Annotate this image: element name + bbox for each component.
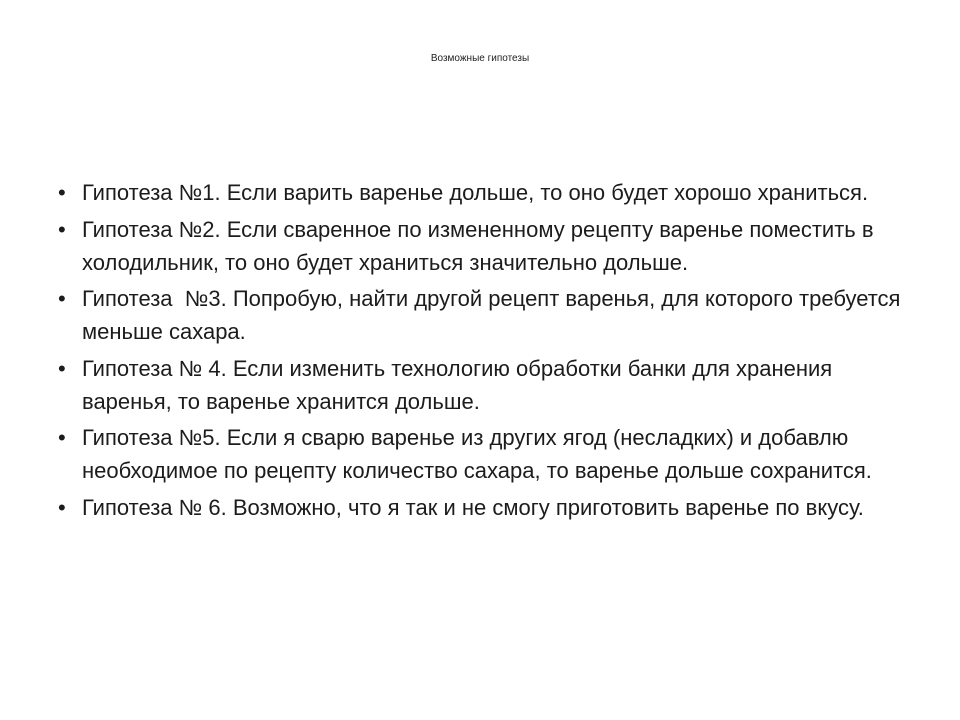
bullet-icon: • xyxy=(58,180,66,205)
hypothesis-text-4: Гипотеза № 4. Если изменить технологию обработки банки для хранения варенья, то варенье хранится дольше. xyxy=(82,355,833,414)
hypothesis-text-3: Гипотеза №3. Попробую, найти другой рецепт варенья, для которого требуется меньше сахара. xyxy=(82,286,907,344)
slide-title: Возможные гипотезы xyxy=(430,53,530,64)
bullet-icon: • xyxy=(58,355,66,381)
list-item xyxy=(58,213,918,279)
bullet-icon: • xyxy=(58,425,66,450)
list-item xyxy=(58,352,918,418)
hypothesis-text-1: Гипотеза №1. Если варить варенье дольше, то оно будет хорошо храниться. xyxy=(82,180,869,205)
hypothesis-text-5: Гипотеза №5. Если я сварю варенье из других ягод (несладких) и добавлю необходимое по рецепту количество сахара, то варенье дольше сохранится. xyxy=(82,425,872,483)
hypothesis-text-6: Гипотеза № 6. Возможно, что я так и не смогу приготовить варенье по вкусу. xyxy=(82,494,864,520)
list-item xyxy=(58,421,918,487)
list-item xyxy=(58,282,918,348)
hypotheses-list xyxy=(58,176,918,527)
bullet-icon: • xyxy=(58,216,66,242)
list-item xyxy=(58,491,918,524)
hypothesis-text-2: Гипотеза №2. Если сваренное по измененному рецепту варенье поместить в холодильник, то оно будет храниться значительно дольше. xyxy=(82,216,874,275)
bullet-icon: • xyxy=(58,494,66,520)
bullet-icon: • xyxy=(58,286,66,311)
list-item xyxy=(58,176,918,209)
